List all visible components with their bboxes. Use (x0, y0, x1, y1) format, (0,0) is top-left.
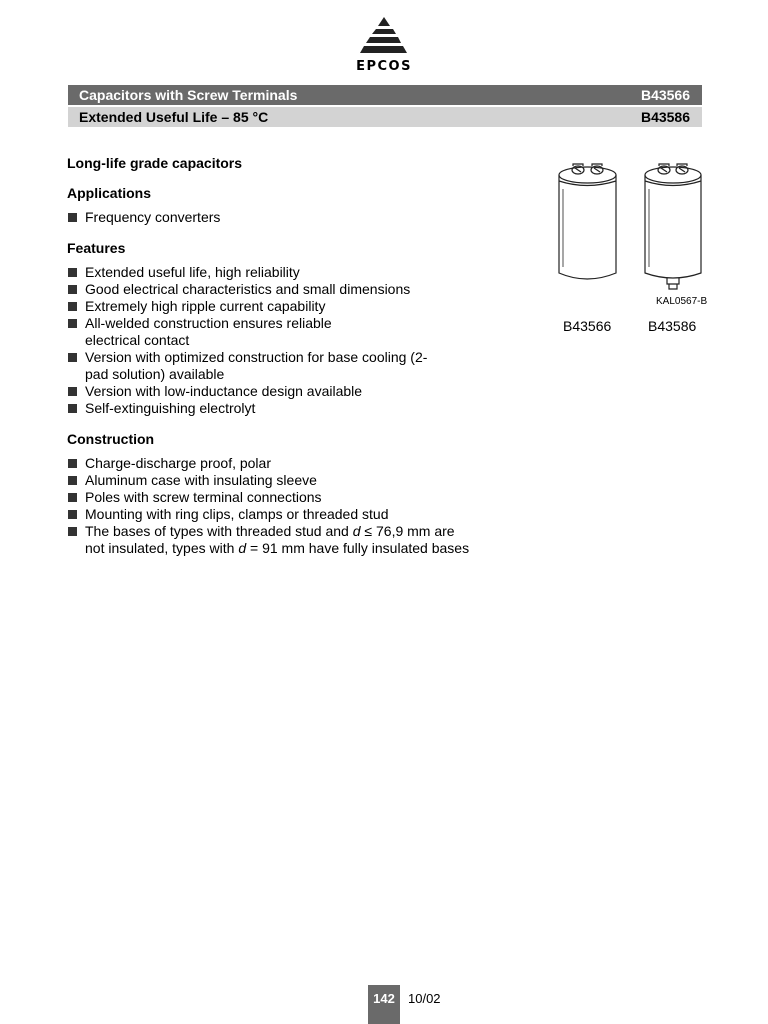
bullet-square-icon (68, 302, 77, 311)
header-bar-secondary (68, 107, 702, 127)
epcos-triangle-logo-icon (360, 16, 408, 58)
header-code-b43586: B43586 (640, 109, 690, 125)
list-item: Mounting with ring clips, clamps or threaded stud (67, 506, 517, 523)
list-item: Charge-discharge proof, polar (67, 455, 517, 472)
applications-heading: Applications (67, 185, 152, 201)
figure-label-b43566: B43566 (563, 318, 612, 334)
bullet-square-icon (68, 285, 77, 294)
list-item: Version with optimized construction for base cooling (2-pad solution) available (67, 349, 445, 383)
bullet-square-icon (68, 459, 77, 468)
bullet-square-icon (68, 319, 77, 328)
logo-wordmark: EPCOS (356, 59, 412, 74)
list-item: Aluminum case with insulating sleeve (67, 472, 517, 489)
features-heading: Features (67, 240, 126, 256)
construction-heading: Construction (67, 431, 155, 447)
bullet-square-icon (68, 527, 77, 536)
bullet-square-icon (68, 353, 77, 362)
figure-label-b43586: B43586 (648, 318, 697, 334)
header-code-b43566: B43566 (640, 87, 690, 103)
bullet-square-icon (68, 387, 77, 396)
main-content (67, 155, 517, 557)
page-number: 142 (368, 985, 400, 1024)
list-item: Version with low-inductance design available (67, 383, 517, 400)
list-item: Frequency converters (67, 209, 517, 226)
header-subtitle: Extended Useful Life – 85 °C (79, 109, 269, 125)
capacitor-illustration (548, 155, 708, 335)
list-item: The bases of types with threaded stud and d ≤ 76,9 mm are not insulated, types with d = 91 mm have fully insulated bases (67, 523, 517, 557)
bullet-square-icon (68, 268, 77, 277)
footer-date: 10/02 (408, 991, 441, 1006)
header-title: Capacitors with Screw Terminals (79, 87, 298, 103)
header-bar-primary (68, 85, 702, 105)
list-item: Poles with screw terminal connections (67, 489, 517, 506)
features-list (67, 264, 517, 417)
list-item: Good electrical characteristics and small dimensions (67, 281, 517, 298)
epcos-logo (346, 16, 422, 78)
applications-list (67, 209, 517, 226)
construction-list (67, 455, 517, 557)
figure-code: KAL0567-B (656, 296, 708, 307)
list-item: All-welded construction ensures reliable electrical contact (67, 315, 365, 349)
list-item: Extremely high ripple current capability (67, 298, 517, 315)
capacitor-drawing-icon (548, 155, 708, 335)
bullet-square-icon (68, 493, 77, 502)
bullet-square-icon (68, 510, 77, 519)
bullet-square-icon (68, 476, 77, 485)
bullet-square-icon (68, 404, 77, 413)
list-item: Self-extinguishing electrolyt (67, 400, 517, 417)
bullet-square-icon (68, 213, 77, 222)
intro-heading: Long-life grade capacitors (67, 155, 243, 171)
list-item: Extended useful life, high reliability (67, 264, 517, 281)
